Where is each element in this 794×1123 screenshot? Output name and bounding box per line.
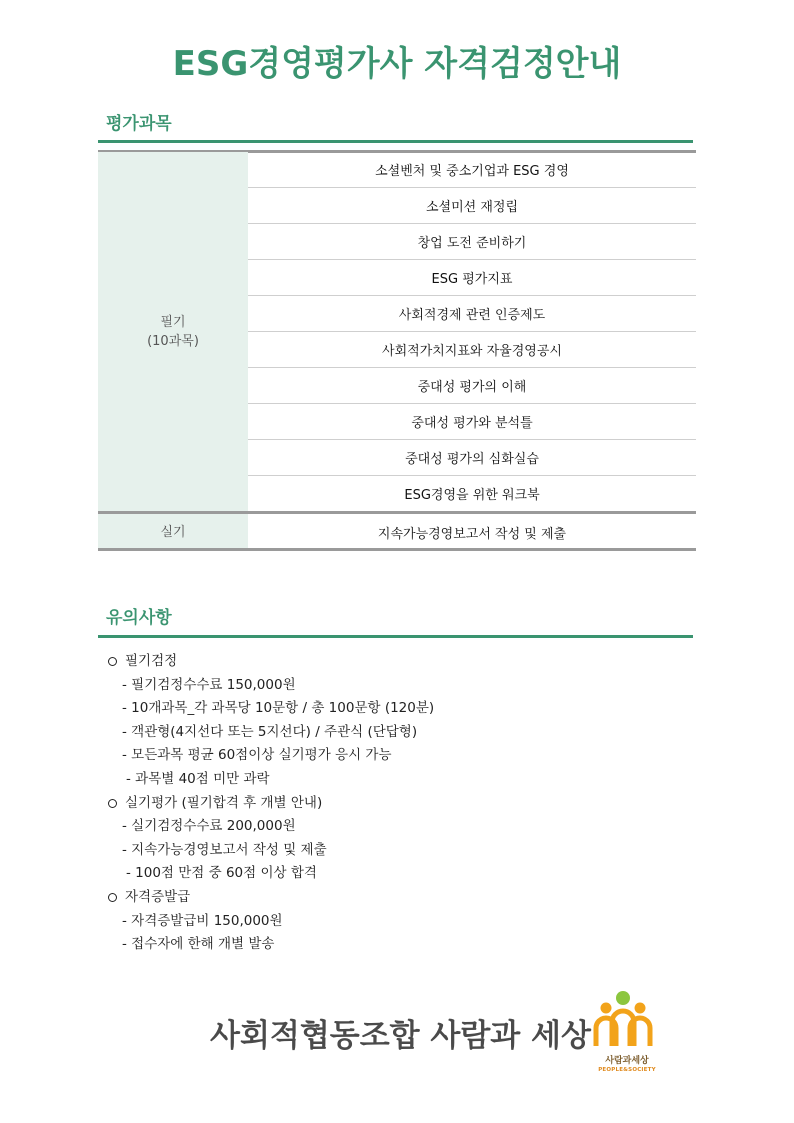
list-item: - 과목별 40점 미만 과락 bbox=[126, 770, 270, 787]
written-category-label: 필기 bbox=[160, 314, 186, 330]
subjects-divider bbox=[98, 140, 693, 143]
list-item: - 지속가능경영보고서 작성 및 제출 bbox=[122, 841, 327, 858]
subject-row: 중대성 평가의 이해 bbox=[248, 368, 696, 404]
subjects-heading: 평가과목 bbox=[106, 114, 172, 134]
subjects-table bbox=[98, 152, 696, 550]
subject-row: 창업 도전 준비하기 bbox=[248, 224, 696, 260]
written-category-count: (10과목) bbox=[147, 333, 199, 349]
practical-subject: 지속가능경영보고서 작성 및 제출 bbox=[248, 513, 696, 551]
notes-list bbox=[108, 650, 434, 957]
list-item: - 모든과목 평균 60점이상 실기평가 응시 가능 bbox=[122, 747, 392, 764]
list-item: - 실기검정수수료 200,000원 bbox=[122, 818, 296, 835]
logo-subtext: PEOPLE&SOCIETY bbox=[598, 1067, 656, 1073]
list-item: - 객관형(4지선다 또는 5지선다) / 주관식 (단답형) bbox=[122, 723, 418, 740]
circle-bullet-icon bbox=[108, 657, 117, 666]
page-title: ESG경영평가사 자격검정안내 bbox=[172, 44, 622, 84]
list-item: - 100점 만점 중 60점 이상 합격 bbox=[126, 865, 317, 882]
list-item: - 자격증발급비 150,000원 bbox=[122, 912, 283, 929]
notes-certificate-heading: 자격증발급 bbox=[125, 888, 191, 905]
notes-certificate-header bbox=[108, 886, 434, 910]
notes-heading: 유의사항 bbox=[106, 608, 172, 628]
subject-row: 사회적가치지표와 자율경영공시 bbox=[248, 332, 696, 368]
circle-bullet-icon bbox=[108, 799, 117, 808]
table-bottom-rule bbox=[98, 548, 696, 551]
circle-bullet-icon bbox=[108, 893, 117, 902]
notes-written-header bbox=[108, 650, 434, 674]
notes-practical-heading: 실기평가 (필기합격 후 개별 안내) bbox=[125, 794, 323, 811]
logo-text: 사람과세상 bbox=[605, 1056, 649, 1066]
organization-name: 사회적협동조합 사람과 세상 bbox=[210, 1018, 591, 1054]
notes-written-heading: 필기검정 bbox=[125, 653, 178, 669]
written-category bbox=[98, 152, 248, 513]
subject-row: 소셜미션 재정립 bbox=[248, 188, 696, 224]
list-item: - 접수자에 한해 개별 발송 bbox=[122, 936, 275, 953]
subject-row: 사회적경제 관련 인증제도 bbox=[248, 296, 696, 332]
notes-practical-header bbox=[108, 792, 434, 816]
subject-row: 중대성 평가와 분석틀 bbox=[248, 404, 696, 440]
list-item: - 10개과목_각 과목당 10문항 / 총 100문항 (120분) bbox=[122, 700, 435, 717]
subject-row: 중대성 평가의 심화실습 bbox=[248, 440, 696, 476]
notes-divider bbox=[98, 635, 693, 638]
practical-category: 실기 bbox=[98, 513, 248, 551]
subject-row: ESG 평가지표 bbox=[248, 260, 696, 296]
list-item: - 필기검정수수료 150,000원 bbox=[122, 676, 296, 693]
subject-row: ESG경영을 위한 워크북 bbox=[404, 488, 540, 503]
subject-row: 소셜벤처 및 중소기업과 ESG 경영 bbox=[248, 152, 696, 188]
